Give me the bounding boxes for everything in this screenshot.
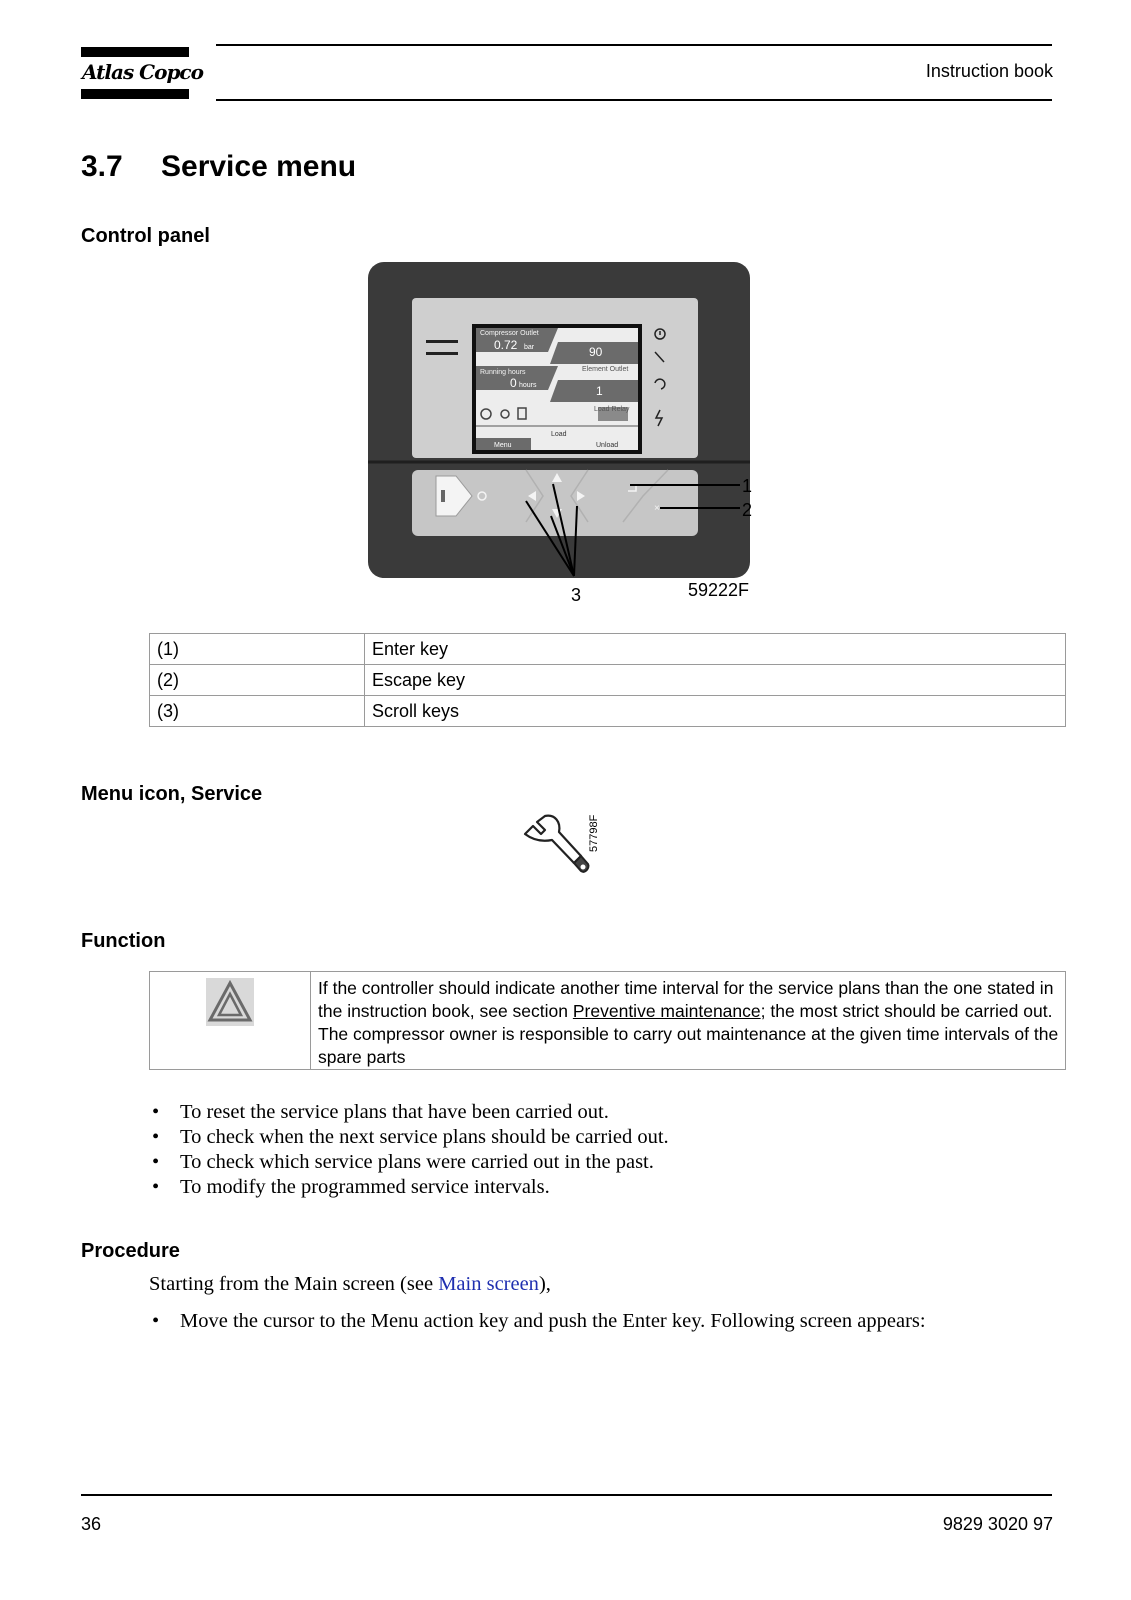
logo-bar-top — [81, 47, 189, 57]
lcd-row1-value: 0.72 — [494, 338, 518, 352]
logo-wordmark: Atlas Copco — [82, 60, 203, 84]
lcd-row1-right-label: Element Outlet — [582, 366, 629, 373]
figure-code: 59222F — [688, 580, 750, 600]
section-number: 3.7 — [81, 150, 123, 183]
logo-bar-bottom — [81, 89, 189, 99]
lcd-row2-unit: hours — [519, 382, 537, 389]
warning-text: If the controller should indicate another time interval for the service plans than the one stated in the instruction book, see section Preventive maintenance; the most strict should be carried out. The compressor owner is responsible to carry out maintenance at the given time intervals of the spare parts — [318, 978, 1059, 1067]
lcd-status-text: Load — [551, 431, 567, 438]
table-row — [150, 696, 1066, 727]
warning-icon-cell — [150, 972, 311, 1069]
control-panel-legend-table — [149, 633, 1066, 727]
document-number: 9829 3020 97 — [942, 1514, 1053, 1534]
list-item: • To check which service plans were carried out in the past. — [149, 1150, 669, 1175]
section-title: Service menu — [161, 150, 357, 183]
lcd-softkey-menu: Menu — [494, 442, 512, 449]
list-item: • To reset the service plans that have been carried out. — [149, 1100, 669, 1125]
section-heading — [81, 150, 356, 184]
preventive-maintenance-link[interactable]: Preventive maintenance — [572, 1001, 761, 1021]
document-title: Instruction book — [925, 61, 1053, 81]
warning-note — [149, 971, 1066, 1070]
control-panel-heading: Control panel — [81, 225, 210, 247]
lcd-softkey-unload: Unload — [596, 442, 619, 449]
table-row — [150, 634, 1066, 665]
atlas-copco-logo — [81, 47, 203, 99]
wrench-icon — [519, 812, 604, 887]
callout-3: 3 — [570, 585, 582, 605]
legend-desc: Scroll keys — [365, 696, 1066, 727]
legend-ref: (2) — [150, 665, 365, 696]
legend-desc: Escape key — [365, 665, 1066, 696]
list-item: • To modify the programmed service intervals. — [149, 1175, 669, 1200]
lcd-row2-label: Running hours — [480, 369, 526, 376]
header-rule-top — [216, 44, 1052, 46]
list-item: • To check when the next service plans should be carried out. — [149, 1125, 669, 1150]
callout-1: 1 — [742, 476, 753, 496]
lcd-row2-right-value: 1 — [596, 384, 603, 398]
legend-desc: Enter key — [365, 634, 1066, 665]
warning-icon — [206, 978, 254, 1026]
procedure-heading: Procedure — [81, 1240, 180, 1262]
menu-icon-heading: Menu icon, Service — [81, 783, 263, 805]
callout-2: 2 — [742, 500, 753, 520]
control-panel-figure — [368, 262, 768, 607]
legend-ref: (3) — [150, 696, 365, 727]
header-rule-bottom — [216, 99, 1052, 101]
lcd-row2-right-label: Load Relay — [594, 406, 630, 413]
table-row — [150, 665, 1066, 696]
lcd-row1-right-value: 90 — [589, 345, 603, 359]
main-screen-link[interactable]: Main screen — [438, 1273, 539, 1295]
legend-ref: (1) — [150, 634, 365, 665]
function-list — [149, 1100, 669, 1200]
page-number: 36 — [81, 1514, 102, 1534]
procedure-intro: Starting from the Main screen (see Main screen), — [149, 1273, 551, 1295]
lcd-row2-value: 0 — [510, 376, 517, 390]
footer-rule — [81, 1494, 1052, 1496]
svg-text:×: × — [654, 503, 660, 514]
lcd-row1-label: Compressor Outlet — [480, 330, 539, 337]
function-heading: Function — [81, 930, 166, 952]
procedure-step: • Move the cursor to the Menu action key and push the Enter key. Following screen appears: — [149, 1310, 926, 1333]
lcd-row1-unit: bar — [524, 344, 535, 351]
wrench-figure-code: 57798F — [588, 814, 600, 852]
